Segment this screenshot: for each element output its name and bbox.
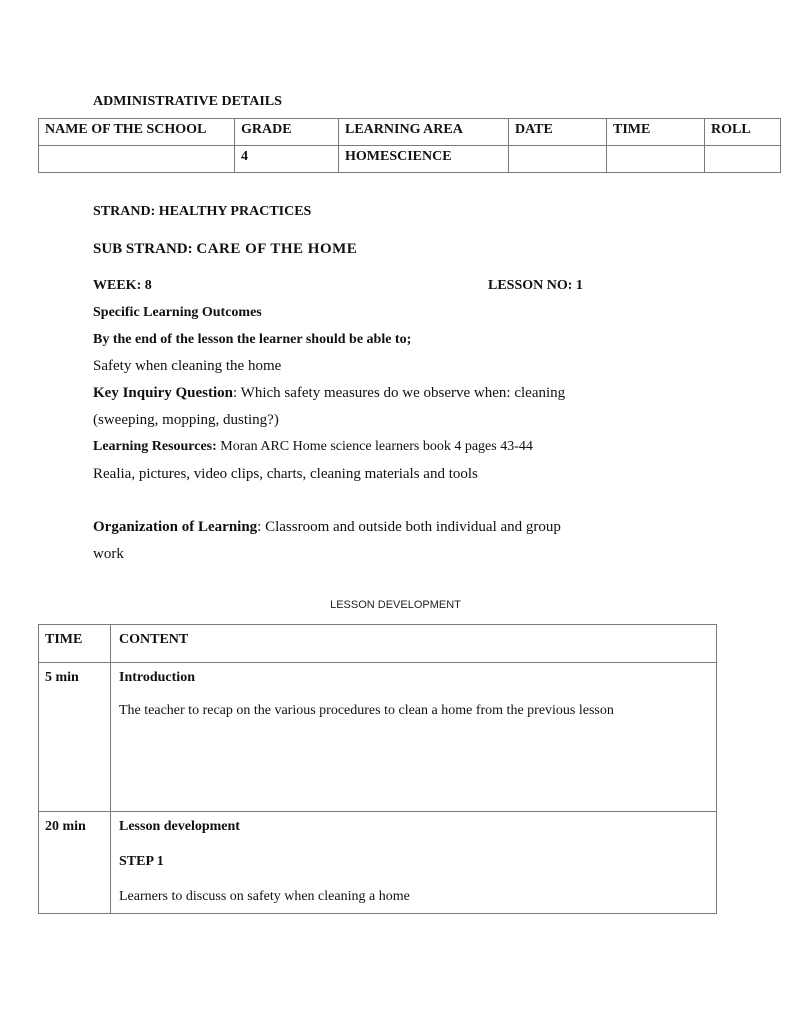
outcomes-heading: Specific Learning Outcomes [93, 305, 262, 320]
organization-text: : Classroom and outside both individual and group [257, 519, 561, 535]
lesson-row-introduction [39, 663, 717, 812]
row-time: 5 min [39, 663, 111, 812]
row-content [111, 812, 717, 914]
sub-strand [93, 241, 357, 258]
row-content [111, 663, 717, 812]
header-learning-area: LEARNING AREA [339, 119, 509, 146]
lesson-number: LESSON NO: 1 [488, 278, 583, 293]
organization-of-learning [93, 519, 561, 536]
lesson-header-row [39, 625, 717, 663]
learning-resources [93, 439, 533, 455]
admin-header-row [39, 119, 781, 146]
admin-section-title: ADMINISTRATIVE DETAILS [93, 94, 282, 109]
header-date: DATE [509, 119, 607, 146]
header-content-col: CONTENT [111, 625, 717, 663]
value-school-name [39, 146, 235, 173]
key-inquiry-label: Key Inquiry Question [93, 385, 234, 401]
row-step: STEP 1 [119, 854, 164, 869]
lesson-development-title: LESSON DEVELOPMENT [330, 599, 461, 611]
lesson-row-development [39, 812, 717, 914]
row-heading: Lesson development [119, 819, 240, 834]
value-grade: 4 [235, 146, 339, 173]
row-text: Learners to discuss on safety when cleaning a home [119, 889, 410, 904]
sub-strand-label: SUB STRAND: [93, 241, 197, 257]
resources-label: Learning Resources: [93, 439, 217, 454]
organization-continued: work [93, 546, 124, 562]
week: WEEK: 8 [93, 278, 152, 293]
sub-strand-value: CARE OF THE HOME [196, 241, 358, 257]
outcome-item: Safety when cleaning the home [93, 358, 282, 374]
key-inquiry-text: : Which safety measures do we observe when: cleaning [233, 385, 566, 401]
row-heading: Introduction [119, 670, 195, 685]
header-school-name: NAME OF THE SCHOOL [39, 119, 235, 146]
outcomes-intro: By the end of the lesson the learner should be able to; [93, 332, 412, 347]
lesson-development-table [38, 624, 717, 914]
value-learning-area: HOMESCIENCE [339, 146, 509, 173]
key-inquiry-question [93, 385, 565, 402]
resources-text: Moran ARC Home science learners book 4 pages 43-44 [216, 439, 533, 454]
key-inquiry-continued: (sweeping, mopping, dusting?) [93, 412, 279, 428]
header-time: TIME [607, 119, 705, 146]
strand: STRAND: HEALTHY PRACTICES [93, 204, 312, 219]
admin-details-table [38, 118, 781, 173]
value-date [509, 146, 607, 173]
resources-continued: Realia, pictures, video clips, charts, cleaning materials and tools [93, 466, 478, 482]
header-grade: GRADE [235, 119, 339, 146]
header-time-col: TIME [39, 625, 111, 663]
organization-label: Organization of Learning [93, 519, 258, 535]
value-time [607, 146, 705, 173]
value-roll [705, 146, 781, 173]
row-text: The teacher to recap on the various procedures to clean a home from the previous lesson [119, 703, 614, 718]
header-roll: ROLL [705, 119, 781, 146]
admin-value-row [39, 146, 781, 173]
row-time: 20 min [39, 812, 111, 914]
